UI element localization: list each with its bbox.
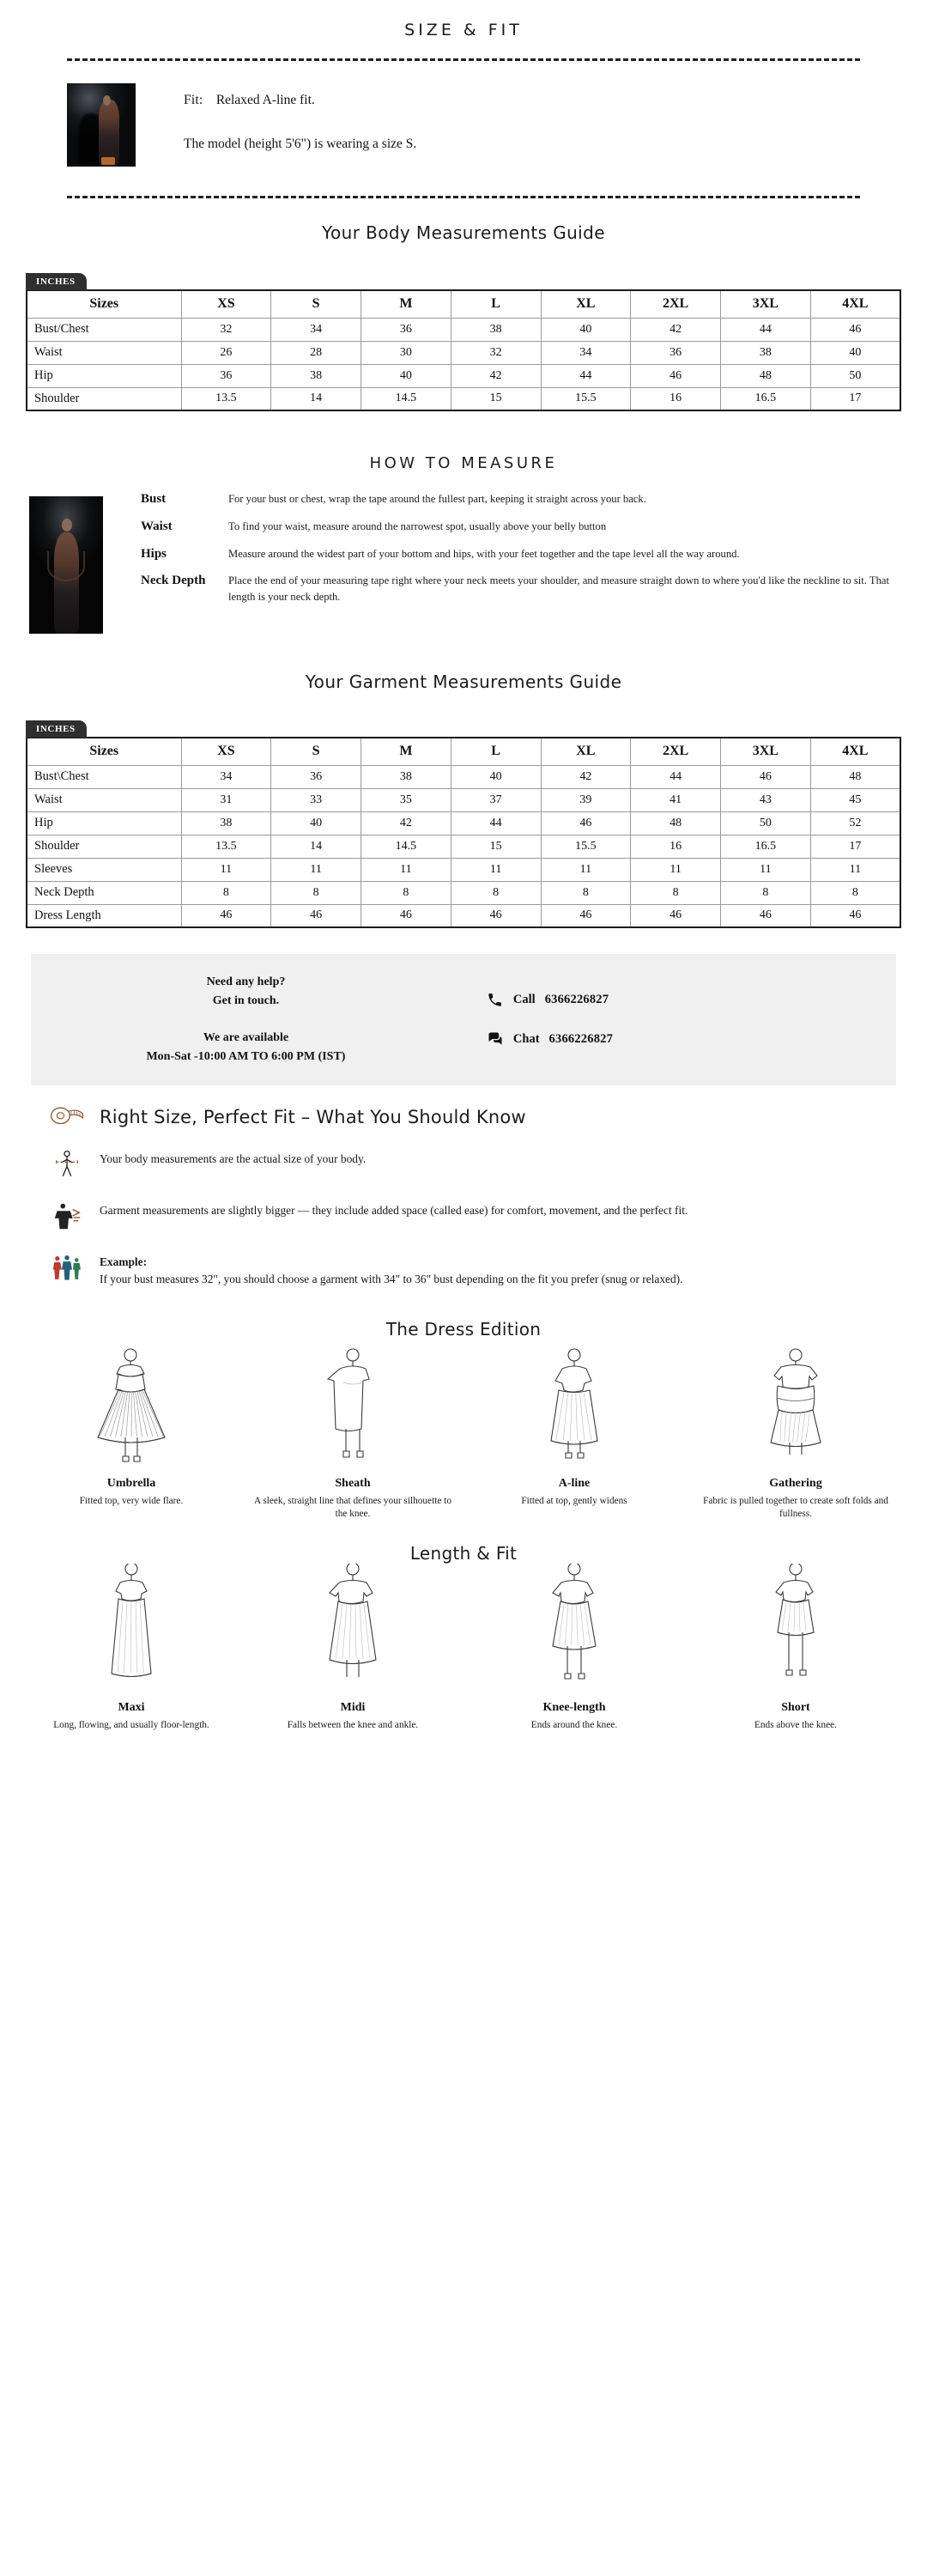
row-label: Shoulder [27, 835, 181, 858]
family-sizes-icon [50, 1250, 84, 1285]
dress-style-cell [242, 1572, 464, 1732]
measurement-cell: 38 [451, 318, 541, 341]
garment-guide-title: Your Garment Measurements Guide [305, 671, 622, 692]
measurement-cell: 34 [271, 318, 361, 341]
dress-style-name: Knee-length [542, 1701, 606, 1715]
call-contact[interactable] [487, 991, 896, 1008]
measure-row [125, 546, 898, 562]
measurement-cell: 13.5 [181, 835, 271, 858]
measurement-cell: 46 [541, 811, 631, 835]
measurement-cell: 46 [451, 904, 541, 927]
tips-header [50, 1085, 877, 1130]
dress-style-cell [685, 1348, 906, 1522]
measure-term: Bust [141, 492, 167, 506]
dress-style-cell [242, 1348, 464, 1522]
col-header-2xl: 2XL [631, 290, 721, 318]
measurement-cell: 8 [181, 881, 271, 904]
measurement-cell: 35 [361, 788, 451, 811]
measurement-cell: 39 [541, 788, 631, 811]
table-row [27, 318, 900, 341]
model-boots [101, 157, 115, 165]
measurement-cell: 44 [631, 765, 721, 788]
col-header-4xl: 4XL [810, 290, 900, 318]
how-to-measure-title: HOW TO MEASURE [369, 454, 558, 472]
model-photo-thumbnail [67, 83, 136, 167]
row-label: Waist [27, 788, 181, 811]
measurement-cell: 44 [721, 318, 811, 341]
measurement-cell: 40 [361, 364, 451, 387]
col-header-xl: XL [541, 290, 631, 318]
measurement-cell: 46 [810, 904, 900, 927]
tip-text-body: Your body measurements are the actual size of your body. [100, 1151, 367, 1165]
measurement-cell: 33 [271, 788, 361, 811]
measurement-cell: 16.5 [721, 835, 811, 858]
measurement-cell: 46 [271, 904, 361, 927]
measurement-cell: 36 [631, 341, 721, 364]
measurement-cell: 8 [451, 881, 541, 904]
measurement-cell: 28 [271, 341, 361, 364]
measurement-cell: 17 [810, 387, 900, 410]
measurement-cell: 8 [361, 881, 451, 904]
availability-line-2: Mon-Sat -10:00 AM TO 6:00 PM (IST) [146, 1050, 346, 1064]
measurement-cell: 8 [810, 881, 900, 904]
aline-dress-illustration [469, 1348, 680, 1468]
measurement-cell: 11 [451, 858, 541, 881]
measurement-cell: 52 [810, 811, 900, 835]
dress-style-name: Short [781, 1701, 810, 1715]
measurement-cell: 42 [361, 811, 451, 835]
measure-description: Measure around the widest part of your bottom and hips, with your feet together and the tape level all the way around. [228, 547, 740, 560]
table-row [27, 835, 900, 858]
measurement-cell: 11 [181, 858, 271, 881]
measurement-cell: 36 [271, 765, 361, 788]
measurement-cell: 32 [181, 318, 271, 341]
availability-line-1: We are available [203, 1031, 289, 1045]
dress-style-description: Fitted top, very wide flare. [79, 1495, 184, 1506]
measurement-cell: 42 [631, 318, 721, 341]
measurement-cell: 50 [810, 364, 900, 387]
measurement-cell: 31 [181, 788, 271, 811]
dress-style-description: Fabric is pulled together to create soft folds and fullness. [703, 1495, 888, 1520]
help-banner [31, 954, 896, 1085]
table-row [27, 364, 900, 387]
dress-style-cell [464, 1572, 685, 1732]
example-body: If your bust measures 32", you should choose a garment with 34" to 36" bust depending on the fit you prefer (snug or relaxed). [100, 1272, 683, 1285]
measure-description: Place the end of your measuring tape right where your neck meets your shoulder, and measure straight down to where you'd like the neckline to sit. That length is your neck depth. [228, 574, 889, 603]
dress-style-cell [21, 1348, 242, 1522]
measurement-cell: 50 [721, 811, 811, 835]
measurement-cell: 11 [271, 858, 361, 881]
col-header-xs: XS [181, 290, 271, 318]
tip-row-garment [50, 1182, 877, 1233]
example-title: Example: [100, 1255, 148, 1268]
measurement-cell: 38 [721, 341, 811, 364]
measurement-cell: 40 [810, 341, 900, 364]
measurement-cell: 11 [361, 858, 451, 881]
page-title: SIZE & FIT [404, 21, 523, 39]
table-row [27, 881, 900, 904]
col-header-s: S [271, 738, 361, 765]
col-header-s: S [271, 290, 361, 318]
col-header-xs: XS [181, 738, 271, 765]
measurement-cell: 8 [721, 881, 811, 904]
measurement-cell: 46 [721, 765, 811, 788]
help-contacts [461, 973, 896, 1066]
fit-value: Relaxed A-line fit. [215, 93, 315, 107]
dress-style-description: Falls between the knee and ankle. [287, 1720, 419, 1731]
dress-style-description: Long, flowing, and usually floor-length. [53, 1720, 209, 1731]
measurement-cell: 11 [721, 858, 811, 881]
measurement-cell: 46 [810, 318, 900, 341]
measurement-cell: 36 [361, 318, 451, 341]
tip-row-body [50, 1130, 877, 1182]
measurement-cell: 16.5 [721, 387, 811, 410]
fit-text-group [136, 83, 416, 155]
need-help-line-2: Get in touch. [212, 993, 280, 1007]
col-header-4xl: 4XL [810, 738, 900, 765]
body-measurements-table [26, 289, 901, 411]
chat-contact[interactable] [487, 1030, 896, 1048]
measurement-cell: 48 [810, 765, 900, 788]
row-label: Bust/Chest [27, 318, 181, 341]
measure-description: To find your waist, measure around the narrowest spot, usually above your belly button [228, 519, 607, 532]
dress-style-name: Sheath [335, 1476, 371, 1490]
measurement-cell: 14.5 [361, 835, 451, 858]
dress-style-description: Fitted at top, gently widens [521, 1495, 627, 1506]
measurement-cell: 46 [631, 904, 721, 927]
measurement-cell: 15.5 [541, 835, 631, 858]
measurement-cell: 46 [361, 904, 451, 927]
length-fit-title: Length & Fit [409, 1543, 518, 1564]
row-label: Sleeves [27, 858, 181, 881]
dress-style-description: Ends around the knee. [530, 1720, 618, 1731]
dress-style-description: A sleek, straight line that defines your silhouette to the knee. [254, 1495, 451, 1520]
measurement-cell: 38 [181, 811, 271, 835]
measurement-cell: 16 [631, 835, 721, 858]
measurement-cell: 14 [271, 387, 361, 410]
how-to-measure-block [29, 472, 898, 634]
measurement-cell: 46 [541, 904, 631, 927]
measurement-cell: 32 [451, 341, 541, 364]
measurement-cell: 8 [271, 881, 361, 904]
measurement-cell: 45 [810, 788, 900, 811]
table-row [27, 904, 900, 927]
measure-term: Waist [141, 519, 173, 533]
body-measurements-table-wrap [26, 272, 901, 411]
dress-style-name: Umbrella [106, 1476, 156, 1490]
measurement-cell: 42 [541, 765, 631, 788]
measurement-cell: 48 [631, 811, 721, 835]
measurement-cell: 38 [271, 364, 361, 387]
measure-definition-list [103, 491, 898, 616]
body-unit-badge: INCHES [26, 273, 87, 290]
measure-row [125, 573, 898, 605]
measurement-cell: 43 [721, 788, 811, 811]
maxi-dress-illustration [26, 1572, 237, 1692]
help-text-group [31, 973, 461, 1066]
row-label: Waist [27, 341, 181, 364]
dress-edition-grid [21, 1340, 906, 1522]
knee-length-dress-illustration [469, 1572, 680, 1692]
body-guide-title: Your Body Measurements Guide [322, 222, 605, 243]
row-label: Bust\Chest [27, 765, 181, 788]
measure-row [125, 491, 898, 507]
col-header-3xl: 3XL [721, 738, 811, 765]
measurement-cell: 42 [451, 364, 541, 387]
measure-model-photo [29, 496, 103, 634]
measurement-cell: 11 [631, 858, 721, 881]
measurement-cell: 11 [810, 858, 900, 881]
measurement-cell: 48 [721, 364, 811, 387]
measurement-cell: 46 [631, 364, 721, 387]
row-label: Hip [27, 811, 181, 835]
dress-style-name: Gathering [769, 1476, 822, 1490]
table-body [27, 318, 900, 410]
chat-number: 6366226827 [548, 1031, 614, 1046]
table-row [27, 811, 900, 835]
measurement-cell: 38 [361, 765, 451, 788]
measurement-cell: 44 [451, 811, 541, 835]
row-label: Shoulder [27, 387, 181, 410]
dress-style-cell [21, 1572, 242, 1732]
measure-term: Hips [141, 546, 167, 561]
call-number: 6366226827 [544, 992, 609, 1006]
need-help-line-1: Need any help? [206, 975, 286, 988]
measurement-cell: 44 [541, 364, 631, 387]
measurement-cell: 15 [451, 387, 541, 410]
model-note: The model (height 5'6") is wearing a size S. [184, 137, 417, 152]
umbrella-dress-illustration [26, 1348, 237, 1468]
measurement-cell: 46 [181, 904, 271, 927]
measurement-cell: 15 [451, 835, 541, 858]
dress-style-cell [685, 1572, 906, 1732]
measurement-cell: 30 [361, 341, 451, 364]
col-header-m: M [361, 738, 451, 765]
table-header-row [27, 290, 900, 318]
measurement-cell: 16 [631, 387, 721, 410]
tip-text-garment: Garment measurements are slightly bigger — they include added space (called ease) for comfort, movement, and the perfect fit. [100, 1203, 688, 1217]
length-fit-grid [21, 1564, 906, 1732]
measure-term: Neck Depth [141, 574, 206, 588]
measurement-cell: 14 [271, 835, 361, 858]
measurement-cell: 15.5 [541, 387, 631, 410]
dress-style-name: A-line [558, 1476, 591, 1490]
measurement-cell: 8 [631, 881, 721, 904]
col-header-l: L [451, 738, 541, 765]
chat-icon [487, 1030, 504, 1048]
phone-icon [487, 991, 504, 1008]
fit-label: Fit: [184, 93, 203, 107]
fit-summary-block [67, 61, 860, 167]
measurement-cell: 34 [541, 341, 631, 364]
measurement-cell: 17 [810, 835, 900, 858]
body-measure-icon [50, 1147, 84, 1182]
tip-row-example [50, 1233, 877, 1288]
measurement-cell: 13.5 [181, 387, 271, 410]
row-label: Hip [27, 364, 181, 387]
measurement-cell: 40 [271, 811, 361, 835]
row-label: Dress Length [27, 904, 181, 927]
garment-measurements-table-wrap [26, 720, 901, 928]
measurement-cell: 11 [541, 858, 631, 881]
table-row [27, 387, 900, 410]
dress-style-description: Ends above the knee. [754, 1720, 837, 1731]
measurement-cell: 40 [451, 765, 541, 788]
measurement-cell: 37 [451, 788, 541, 811]
tips-heading: Right Size, Perfect Fit – What You Should Know [100, 1106, 526, 1127]
garment-unit-badge: INCHES [26, 720, 87, 738]
col-header-l: L [451, 290, 541, 318]
tape-measure-icon [50, 1104, 84, 1130]
garment-measurements-table [26, 737, 901, 928]
col-header-xl: XL [541, 738, 631, 765]
measurement-cell: 14.5 [361, 387, 451, 410]
table-row [27, 858, 900, 881]
row-label: Neck Depth [27, 881, 181, 904]
fit-line [184, 90, 416, 110]
measurement-cell: 36 [181, 364, 271, 387]
measure-dress [54, 532, 79, 634]
table-row [27, 341, 900, 364]
col-header-m: M [361, 290, 451, 318]
dress-style-name: Midi [340, 1701, 366, 1715]
tip-text-example [100, 1250, 877, 1288]
midi-dress-illustration [247, 1572, 458, 1692]
measurement-cell: 41 [631, 788, 721, 811]
dress-style-name: Maxi [118, 1701, 145, 1715]
measurement-cell: 8 [541, 881, 631, 904]
measure-description: For your bust or chest, wrap the tape around the fullest part, keeping it straight across your back. [228, 493, 646, 505]
measure-row [125, 519, 898, 535]
table-row [27, 788, 900, 811]
col-header-3xl: 3XL [721, 290, 811, 318]
dress-edition-title: The Dress Edition [385, 1318, 542, 1340]
sheath-dress-illustration [247, 1348, 458, 1468]
garment-ease-icon [50, 1199, 84, 1233]
measurement-cell: 26 [181, 341, 271, 364]
gathering-dress-illustration [690, 1348, 901, 1468]
table-body [27, 765, 900, 927]
model-head [103, 95, 111, 106]
col-header-2xl: 2XL [631, 738, 721, 765]
table-header-row [27, 738, 900, 765]
measurement-cell: 34 [181, 765, 271, 788]
chat-label: Chat [512, 1031, 540, 1046]
col-header-sizes: Sizes [27, 738, 181, 765]
measure-head [62, 519, 72, 532]
dress-style-cell [464, 1348, 685, 1522]
call-label: Call [512, 992, 536, 1006]
short-dress-illustration [690, 1572, 901, 1692]
table-row [27, 765, 900, 788]
col-header-sizes: Sizes [27, 290, 181, 318]
measurement-cell: 46 [721, 904, 811, 927]
measure-arms [47, 551, 86, 581]
measurement-cell: 40 [541, 318, 631, 341]
